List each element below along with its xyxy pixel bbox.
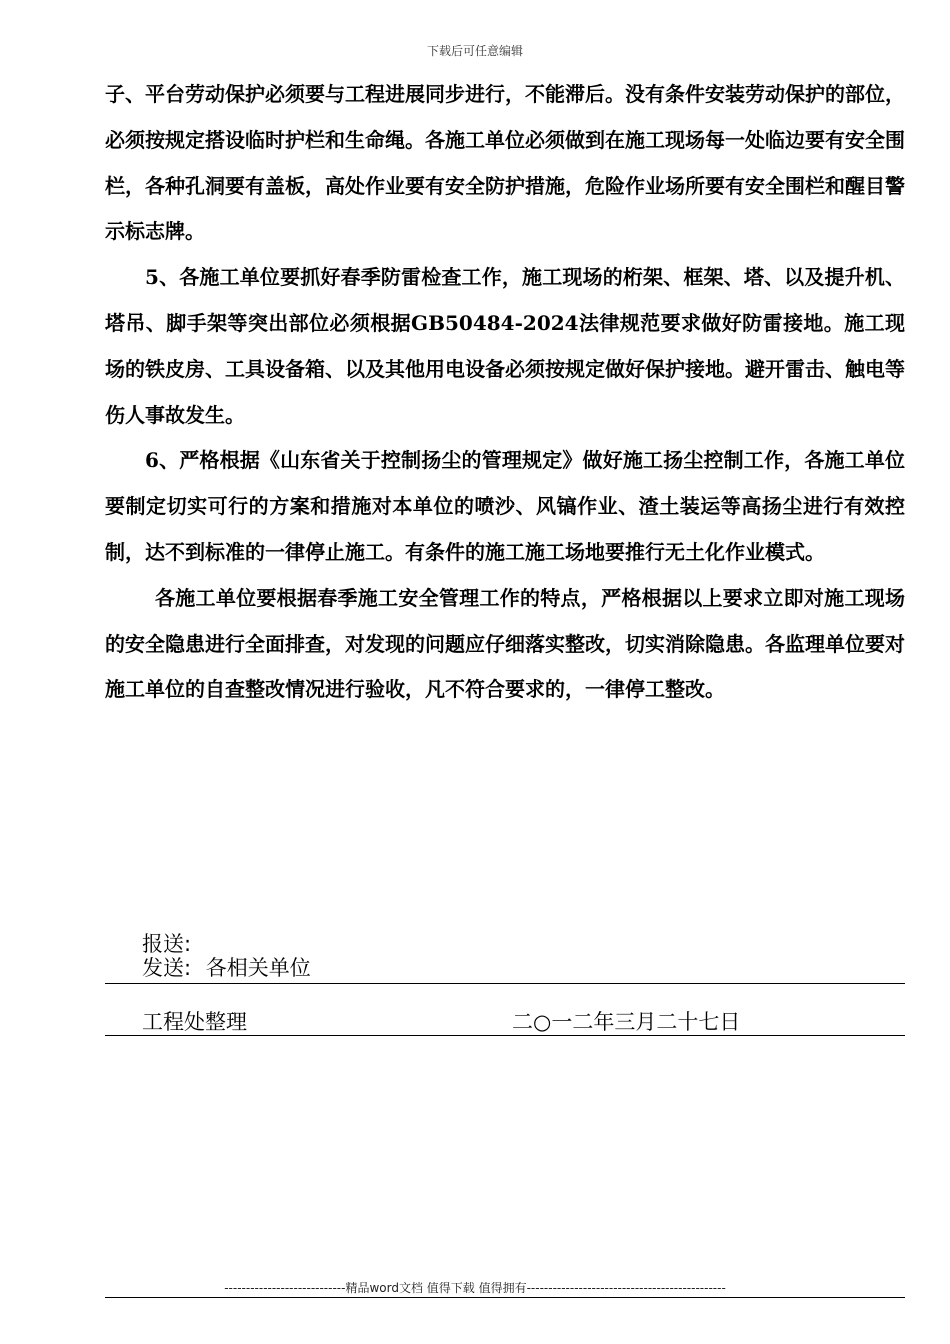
paragraph-item-6: 6、严格根据《山东省关于控制扬尘的管理规定》做好施工扬尘控制工作，各施工单位要制定切实可行的方案和措施对本单位的喷沙、风镐作业、渣土装运等高扬尘进行有效控制，达不到标准的一律停止施工。有条件的施工施工场地要推行无土化作业模式。 (105, 448, 905, 564)
report-to-row (142, 932, 191, 956)
page-header: 下载后可任意编辑 (426, 44, 523, 58)
send-to-row (142, 956, 311, 980)
paragraph-summary: 各施工单位要根据春季施工安全管理工作的特点，严格根据以上要求立即对施工现场的安全隐患进行全面排查，对发现的问题应仔细落实整改，切实消除隐患。各监理单位要对施工单位的自查整改情况进行验收，凡不符合要求的，一律停工整改。 (105, 585, 905, 702)
send-value: 各相关单位 (205, 956, 311, 980)
paragraph-continued: 子、平台劳动保护必须要与工程进展同步进行，不能滞后。没有条件安装劳动保护的部位，必须按规定搭设临时护栏和生命绳。各施工单位必须做到在施工现场每一处临边要有安全围栏，各种孔洞要有盖板，高处作业要有安全防护措施，危险作业场所要有安全围栏和醒目警示标志牌。 (105, 82, 905, 244)
divider-top (105, 983, 905, 984)
document-body (105, 72, 905, 713)
paragraph-item-5: 5、各施工单位要抓好春季防雷检查工作，施工现场的桁架、框架、塔、以及提升机、塔吊、脚手架等突出部位必须根据GB50484-2024法律规范要求做好防雷接地。施工现场的铁皮房、工具设备箱、以及其他用电设备必须按规定做好保护接地。避开雷击、触电等伤人事故发生。 (105, 265, 905, 427)
footer-rule (105, 1297, 905, 1298)
issue-date: 二○一二年三月二十七日 (512, 1010, 741, 1034)
send-label: 发送: (142, 956, 192, 980)
issuer-org: 工程处整理 (142, 1010, 247, 1034)
divider-bottom (105, 1035, 905, 1036)
page-footer: ----------------------------精品word文档 值得下载 值得拥有---------------------------------------------- (224, 1281, 726, 1295)
report-label: 报送: (142, 932, 192, 956)
